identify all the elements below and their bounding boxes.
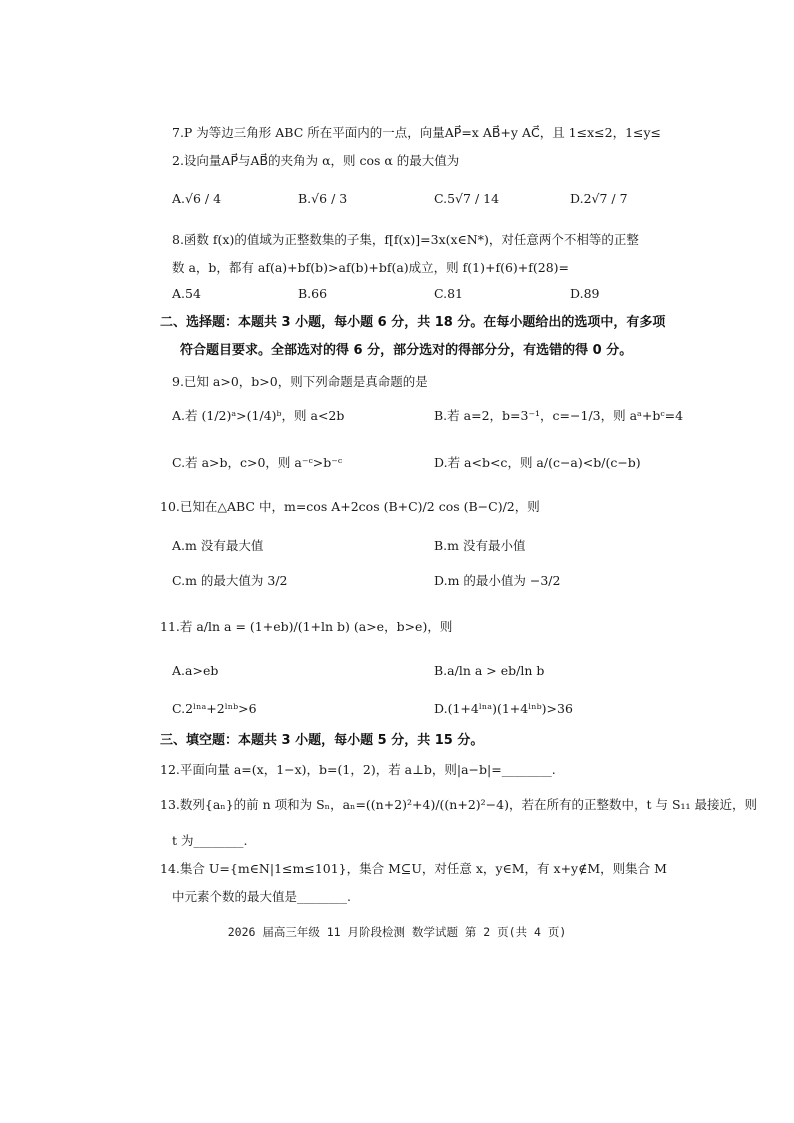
option-letter: A. — [172, 538, 186, 553]
q9-option-b — [434, 407, 683, 425]
option-text: 81 — [447, 286, 463, 301]
option-letter: C. — [172, 701, 186, 716]
q10-option-d — [434, 572, 560, 590]
option-text: m 没有最大值 — [185, 538, 264, 553]
option-letter: A. — [172, 408, 186, 423]
q10-option-a — [172, 537, 263, 555]
option-text: m 的最大值为 3/2 — [185, 573, 288, 588]
q14-line1: 14.集合 U={m∈N|1≤m≤101}，集合 M⊆U，对任意 x，y∈M，有 x+y∉M，则集合 M — [160, 861, 667, 876]
q7-option-a — [172, 190, 221, 208]
q8-option-c — [434, 285, 463, 303]
q8-option-d — [570, 285, 599, 303]
option-letter: C. — [434, 191, 448, 206]
option-letter: D. — [570, 191, 584, 206]
q7-option-c — [434, 190, 499, 208]
option-text: m 的最小值为 −3/2 — [447, 573, 561, 588]
option-text: m 没有最小值 — [447, 538, 526, 553]
q9-option-d — [434, 454, 641, 472]
option-text: √6 / 3 — [311, 191, 348, 206]
option-text: 2√7 / 7 — [583, 191, 628, 206]
option-letter: B. — [434, 663, 448, 678]
option-text: 66 — [311, 286, 328, 301]
option-text: 89 — [583, 286, 600, 301]
q9-option-a — [172, 407, 344, 425]
option-text: √6 / 4 — [185, 191, 222, 206]
option-letter: A. — [172, 191, 186, 206]
option-letter: D. — [570, 286, 584, 301]
q11-option-b — [434, 662, 544, 680]
q10-stem: 10.已知在△ABC 中，m=cos A+2cos (B+C)/2 cos (B−C)/2，则 — [160, 499, 540, 514]
q11-option-c — [172, 700, 257, 718]
option-letter: B. — [434, 538, 448, 553]
q11-stem: 11.若 a/ln a = (1+eb)/(1+ln b) (a>e，b>e)，则 — [160, 619, 453, 634]
option-letter: C. — [172, 455, 186, 470]
q13-line2: t 为________. — [172, 833, 248, 848]
option-text: a>eb — [185, 663, 219, 678]
option-text: (1+4ˡⁿᵃ)(1+4ˡⁿᵇ)>36 — [447, 701, 573, 716]
option-text: a/ln a > eb/ln b — [447, 663, 545, 678]
q8-line1: 8.函数 f(x)的值域为正整数集的子集，f[f(x)]=3x(x∈N*)，对任意两个不相等的正整 — [172, 232, 639, 247]
option-letter: D. — [434, 455, 448, 470]
q11-option-d — [434, 700, 573, 718]
q7-option-d — [570, 190, 628, 208]
section2-heading-line2: 符合题目要求。全部选对的得 6 分，部分选对的得部分分，有选错的得 0 分。 — [180, 343, 633, 358]
q7-option-b — [298, 190, 347, 208]
q11-option-a — [172, 662, 218, 680]
option-letter: A. — [172, 286, 186, 301]
section3-heading: 三、填空题：本题共 3 小题，每小题 5 分，共 15 分。 — [160, 733, 484, 748]
option-text: 若 a<b<c，则 a/(c−a)<b/(c−b) — [447, 455, 641, 470]
q13-line1: 13.数列{aₙ}的前 n 项和为 Sₙ，aₙ=((n+2)²+4)/((n+2)²−4)，若在所有的正整数中，t 与 S₁₁ 最接近，则 — [160, 797, 758, 812]
option-letter: A. — [172, 663, 186, 678]
page-footer: 2026 届高三年级 11 月阶段检测 数学试题 第 2 页(共 4 页) — [227, 925, 567, 939]
q8-option-b — [298, 285, 327, 303]
q9-stem: 9.已知 a>0，b>0，则下列命题是真命题的是 — [172, 374, 428, 389]
option-text: 若 (1/2)ᵃ>(1/4)ᵇ，则 a<2b — [185, 408, 345, 423]
option-text: 5√7 / 14 — [447, 191, 500, 206]
section2-heading-line1: 二、选择题：本题共 3 小题，每小题 6 分，共 18 分。在每小题给出的选项中，有多项 — [160, 315, 666, 330]
option-letter: B. — [298, 191, 312, 206]
option-letter: B. — [298, 286, 312, 301]
q7-line1: 7.P 为等边三角形 ABC 所在平面内的一点，向量AP⃗=x AB⃗+y AC⃗，且 1≤x≤2，1≤y≤ — [172, 125, 662, 140]
q8-option-a — [172, 285, 201, 303]
option-text: 2ˡⁿᵃ+2ˡⁿᵇ>6 — [185, 701, 257, 716]
option-text: 若 a>b，c>0，则 a⁻ᶜ>b⁻ᶜ — [185, 455, 343, 470]
q9-option-c — [172, 454, 342, 472]
q10-option-b — [434, 537, 526, 555]
option-letter: C. — [172, 573, 186, 588]
option-letter: C. — [434, 286, 448, 301]
option-letter: D. — [434, 701, 448, 716]
q7-line2: 2.设向量AP⃗与AB⃗的夹角为 α，则 cos α 的最大值为 — [172, 153, 460, 168]
option-text: 若 a=2，b=3⁻¹，c=−1/3，则 aᵃ+bᶜ=4 — [447, 408, 684, 423]
q8-line2: 数 a，b，都有 af(a)+bf(b)>af(b)+bf(a)成立，则 f(1)+f(6)+f(28)= — [172, 260, 570, 275]
q14-line2: 中元素个数的最大值是________. — [172, 889, 351, 904]
option-letter: D. — [434, 573, 448, 588]
option-text: 54 — [185, 286, 201, 301]
q12-line1: 12.平面向量 a=(x，1−x)，b=(1，2)，若 a⊥b，则|a−b|=________. — [160, 762, 556, 777]
q10-option-c — [172, 572, 288, 590]
option-letter: B. — [434, 408, 448, 423]
